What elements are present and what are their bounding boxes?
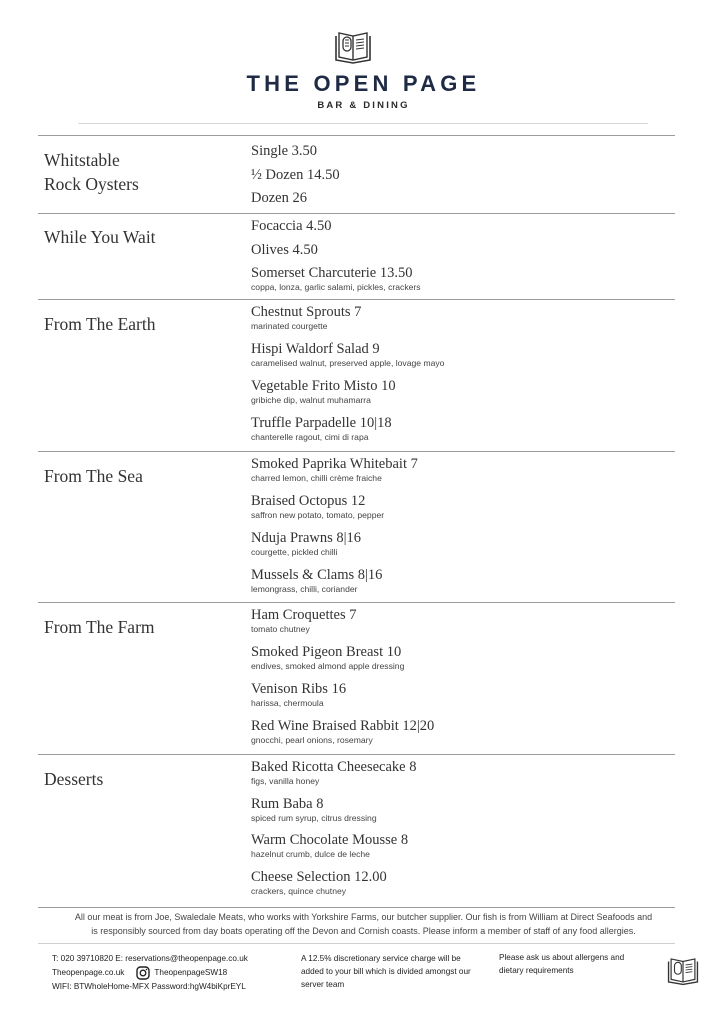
brand-name: THE OPEN PAGE [246, 71, 481, 96]
contact-info [52, 952, 248, 993]
menu-section-oysters [38, 135, 675, 213]
section-title: Whitstable Rock Oysters [44, 150, 139, 194]
menu-item: ½ Dozen 14.50 [251, 166, 340, 183]
menu-item: Hispi Waldorf Salad 9 caramelised walnut, preserved apple, lovage mayo [251, 341, 445, 368]
menu-item: Chestnut Sprouts 7 marinated courgette [251, 304, 362, 331]
brand-subtitle: BAR & DINING [317, 100, 410, 111]
menu-item: Olives 4.50 [251, 241, 318, 258]
menu-item: Mussels & Clams 8|16 lemongrass, chilli, coriander [251, 567, 383, 594]
menu-section-from-the-earth [38, 299, 675, 451]
section-title: From The Farm [44, 617, 155, 637]
menu-item: Single 3.50 [251, 143, 318, 159]
menu-list [38, 135, 675, 908]
section-title: While You Wait [44, 227, 156, 247]
wifi-info: WIFI: BTWholeHome-MFX Password:hgW4biKprEYL [52, 981, 246, 991]
menu-item: Red Wine Braised Rabbit 12|20 gnocchi, pearl onions, rosemary [251, 718, 435, 745]
menu-item: Nduja Prawns 8|16 courgette, pickled chilli [251, 530, 362, 557]
menu-section-from-the-farm [38, 602, 675, 754]
menu-item: Focaccia 4.50 [251, 218, 332, 234]
menu-item: Somerset Charcuterie 13.50 coppa, lonza, garlic salami, pickles, crackers [251, 265, 421, 292]
instagram-handle[interactable]: TheopenpageSW18 [154, 967, 228, 977]
menu-item: Smoked Pigeon Breast 10 endives, smoked almond apple dressing [251, 644, 405, 671]
menu-item: Cheese Selection 12.00 crackers, quince chutney [251, 869, 387, 896]
menu-header [0, 0, 727, 130]
menu-item: Smoked Paprika Whitebait 7 charred lemon, chilli crème fraiche [251, 456, 418, 483]
section-title: From The Sea [44, 466, 143, 486]
menu-item: Rum Baba 8 spiced rum syrup, citrus dressing [251, 796, 377, 823]
menu-section-while-you-wait [38, 213, 675, 299]
menu-section-desserts [38, 754, 675, 908]
allergen-note: Please ask us about allergens and dietary requirements [499, 953, 625, 975]
menu-section-from-the-sea [38, 451, 675, 602]
menu-item: Warm Chocolate Mousse 8 hazelnut crumb, dulce de leche [251, 832, 409, 859]
open-book-icon [333, 28, 373, 64]
phone-email: T: 020 39710820 E: reservations@theopenpage.co.uk [52, 954, 248, 963]
sourcing-note: All our meat is from Joe, Swaledale Meats, who works with Yorkshire Farms, our butcher supplier. Our fish is from William at Direct Seafoods and is responsibly sourced from day boats operating off the Devon and Cornish coasts. Please inform a member of staff of any food allergies. [74, 912, 653, 936]
menu-item: Venison Ribs 16 harissa, chermoula [251, 681, 347, 708]
header-divider [78, 123, 648, 124]
open-book-icon [666, 954, 700, 986]
service-charge-note: A 12.5% discretionary service charge will be added to your bill which is divided amongst our server team [301, 954, 471, 989]
menu-item: Braised Octopus 12 saffron new potato, tomato, pepper [251, 493, 385, 520]
menu-item: Ham Croquettes 7 tomato chutney [251, 607, 357, 634]
footer-divider [38, 943, 675, 944]
menu-item: Dozen 26 [251, 190, 307, 206]
section-title: From The Earth [44, 314, 156, 334]
menu-item: Vegetable Frito Misto 10 gribiche dip, walnut muhamarra [251, 378, 396, 405]
instagram-icon [136, 966, 150, 980]
section-title: Desserts [44, 769, 104, 789]
website-link[interactable]: Theopenpage.co.uk [52, 967, 125, 977]
menu-item: Baked Ricotta Cheesecake 8 figs, vanilla honey [251, 759, 417, 786]
menu-item: Truffle Parpadelle 10|18 chanterelle ragout, cimi di rapa [251, 415, 392, 442]
